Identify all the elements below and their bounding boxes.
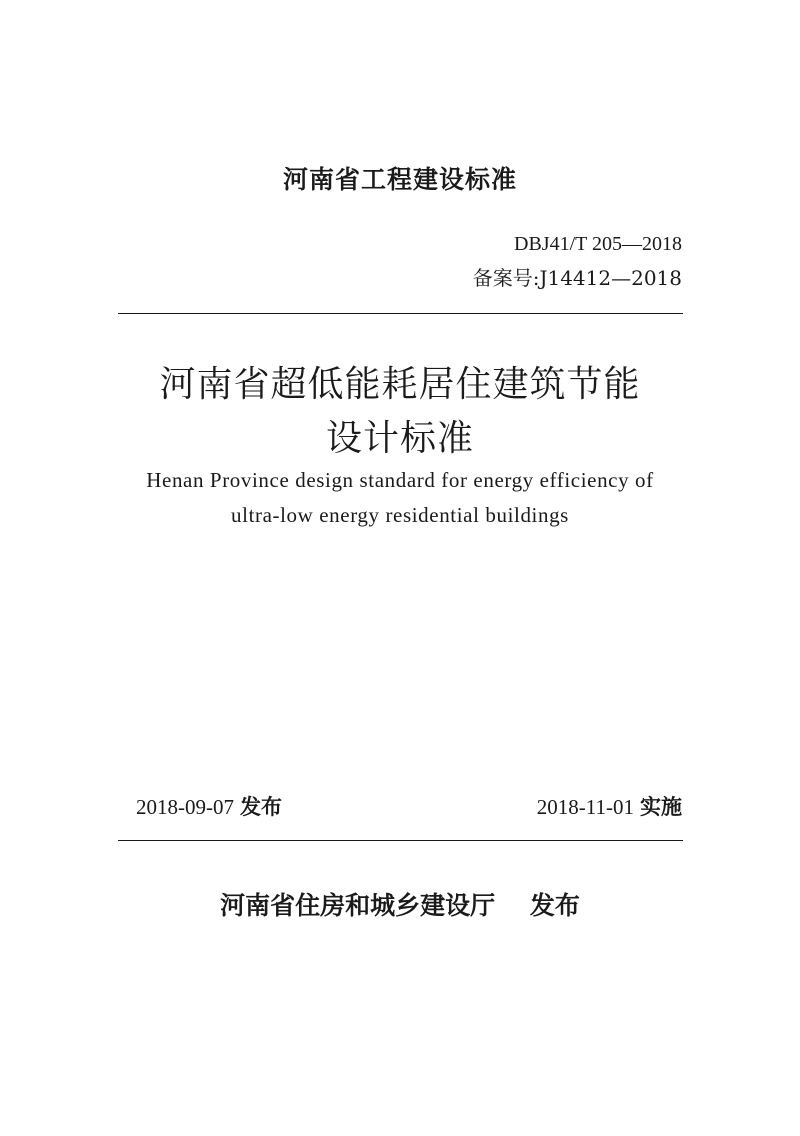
effective-date: 2018-11-01 [536, 795, 634, 819]
bottom-divider [118, 840, 683, 841]
series-title: 河南省工程建设标准 [282, 165, 517, 194]
title-cn-line1: 河南省超低能耗居住建筑节能 [159, 364, 641, 405]
title-cn-line2: 设计标准 [325, 418, 474, 459]
issue-date-row [136, 797, 282, 818]
standard-code: DBJ41/T 205—2018 [514, 233, 682, 255]
record-number: 备案号:J14412—2018 [472, 266, 682, 290]
top-divider [118, 313, 683, 314]
issue-date: 2018-09-07 [136, 795, 234, 819]
title-en-line1: Henan Province design standard for energy efficiency of [146, 468, 654, 492]
issue-label: 发布 [240, 795, 282, 819]
title-en-line2: ultra-low energy residential buildings [231, 503, 569, 527]
effective-date-row [537, 797, 682, 818]
publisher: 河南省住房和城乡建设厅 发布 [220, 891, 580, 920]
effective-label: 实施 [640, 795, 682, 819]
